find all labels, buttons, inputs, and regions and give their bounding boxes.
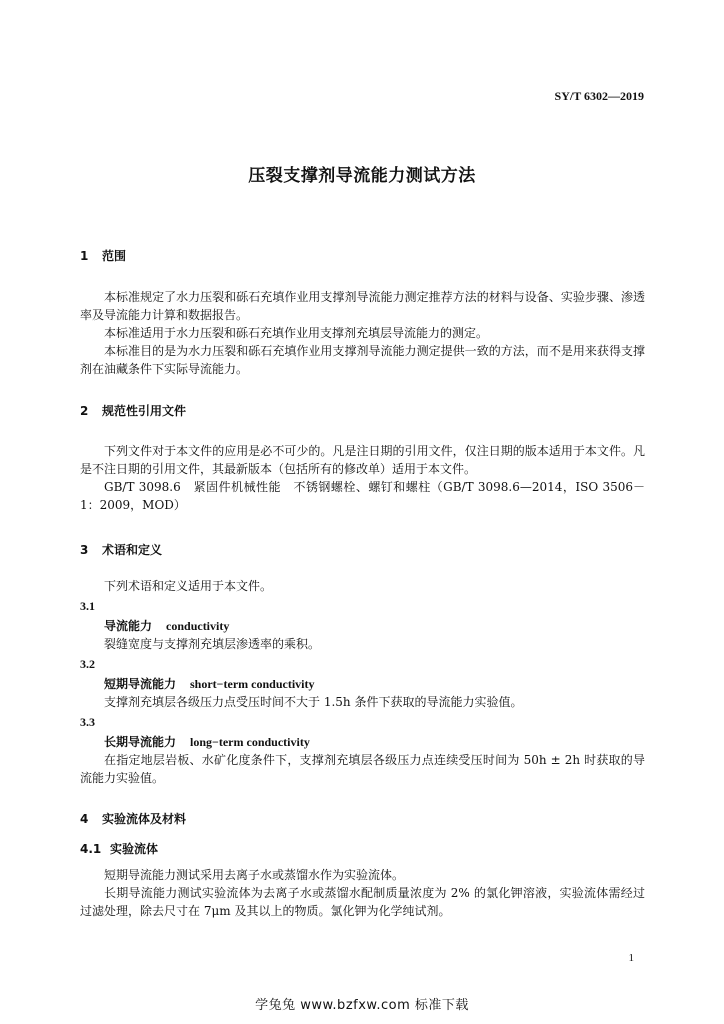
section-4-paragraph-2: 长期导流能力测试实验流体为去离子水或蒸馏水配制质量浓度为 2% 的氯化钾溶液，实验流体需经过过滤处理，除去尺寸在 7μm 及其以上的物质。氯化钾为化学纯试剂。 xyxy=(80,886,645,918)
section-title: 范围 xyxy=(102,249,127,263)
section-number: 3 xyxy=(80,543,89,557)
term-number: 3.2 xyxy=(80,657,95,671)
term-number: 3.3 xyxy=(80,715,95,729)
section-title: 实验流体及材料 xyxy=(102,812,187,826)
section-number: 2 xyxy=(80,404,89,418)
section-1-paragraph-2: 本标准适用于水力压裂和砾石充填作业用支撑剂充填层导流能力的测定。 xyxy=(104,326,489,340)
page-number: 1 xyxy=(628,952,634,964)
section-2-reference-gbt3098: GB/T 3098.6 紧固件机械性能 不锈钢螺栓、螺钉和螺柱（GB/T 3098.6—2014，ISO 3506－1：2009，MOD） xyxy=(80,480,645,512)
term-zh: 长期导流能力 xyxy=(104,735,177,749)
section-number: 1 xyxy=(80,249,89,263)
section-2-paragraph-1: 下列文件对于本文件的应用是必不可少的。凡是注日期的引用文件，仅注日期的版本适用于本文件。凡是不注日期的引用文件，其最新版本（包括所有的修改单）适用于本文件。 xyxy=(80,444,645,476)
subsection-title: 实验流体 xyxy=(110,842,159,856)
term-en: short−term conductivity xyxy=(190,677,315,691)
section-1-heading xyxy=(80,247,126,264)
term-definition: 裂缝宽度与支撑剂充填层渗透率的乘积。 xyxy=(104,637,321,651)
term-number: 3.1 xyxy=(80,599,95,613)
section-title: 术语和定义 xyxy=(102,543,163,557)
term-heading xyxy=(104,733,310,750)
term-definition: 支撑剂充填层各级压力点受压时间不大于 1.5h 条件下获取的导流能力实验值。 xyxy=(104,695,523,709)
term-zh: 导流能力 xyxy=(104,619,153,633)
section-title: 规范性引用文件 xyxy=(102,404,187,418)
section-3-heading xyxy=(80,541,162,558)
section-3-intro: 下列术语和定义适用于本文件。 xyxy=(104,579,273,593)
section-4-paragraph-1: 短期导流能力测试采用去离子水或蒸馏水作为实验流体。 xyxy=(104,868,405,882)
term-heading xyxy=(104,617,229,634)
term-zh: 短期导流能力 xyxy=(104,677,177,691)
section-number: 4 xyxy=(80,812,89,826)
standard-code: SY/T 6302—2019 xyxy=(554,89,644,103)
subsection-4-1-heading xyxy=(80,840,158,857)
term-heading xyxy=(104,675,315,692)
subsection-number: 4.1 xyxy=(80,842,102,856)
section-1-paragraph-3: 本标准目的是为水力压裂和砾石充填作业用支撑剂导流能力测定提供一致的方法，而不是用来获得支撑剂在油藏条件下实际导流能力。 xyxy=(80,344,645,376)
term-en: long−term conductivity xyxy=(190,735,310,749)
term-en: conductivity xyxy=(166,619,230,633)
term-definition: 在指定地层岩板、水矿化度条件下，支撑剂充填层各级压力点连续受压时间为 50h ± 2h 时获取的导流能力实验值。 xyxy=(80,753,645,785)
section-1-paragraph-1: 本标准规定了水力压裂和砾石充填作业用支撑剂导流能力测定推荐方法的材料与设备、实验步骤、渗透率及导流能力计算和数据报告。 xyxy=(80,290,645,322)
section-4-heading xyxy=(80,810,186,827)
footer-watermark: 学兔兔 www.bzfxw.com 标准下载 xyxy=(255,998,469,1013)
document-title: 压裂支撑剂导流能力测试方法 xyxy=(248,166,476,186)
section-2-heading xyxy=(80,402,186,419)
